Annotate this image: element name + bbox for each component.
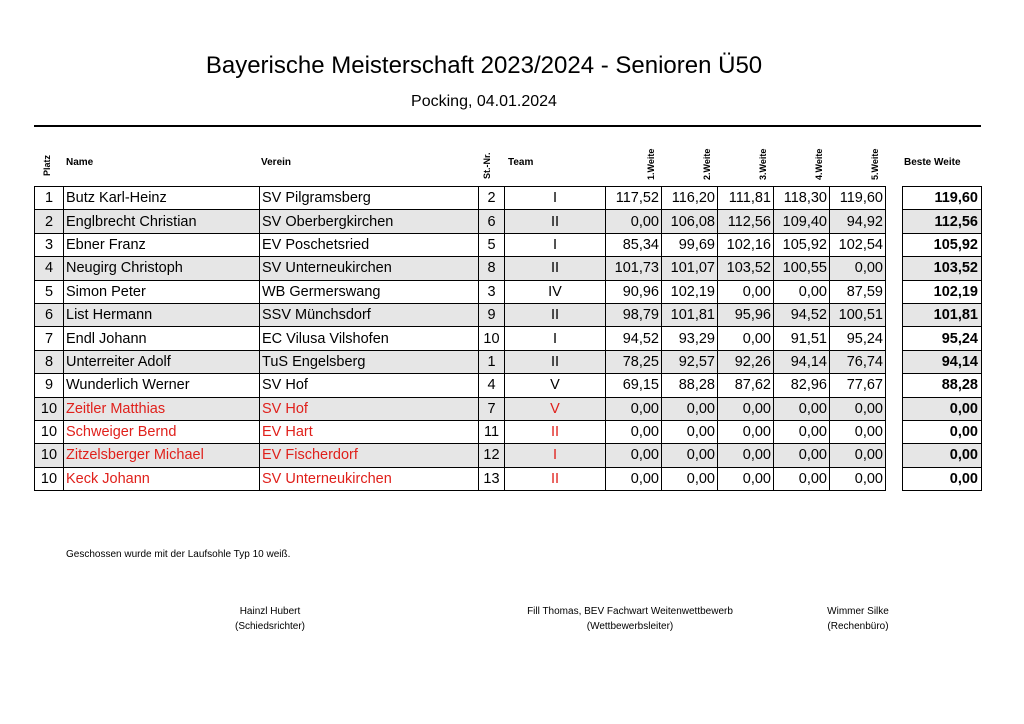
cell-beste-weite: 0,00	[903, 444, 982, 467]
cell-startnummer: 8	[479, 257, 505, 280]
cell-platz: 9	[35, 374, 64, 397]
header-rule	[34, 125, 981, 127]
table-row	[35, 303, 886, 326]
cell-startnummer: 5	[479, 233, 505, 256]
cell-weite-1: 0,00	[606, 397, 662, 420]
cell-weite-2: 0,00	[662, 467, 718, 490]
cell-beste-weite: 101,81	[903, 303, 982, 326]
cell-weite-5: 100,51	[830, 303, 886, 326]
cell-weite-1: 0,00	[606, 210, 662, 233]
cell-weite-1: 117,52	[606, 187, 662, 210]
cell-weite-2: 99,69	[662, 233, 718, 256]
cell-platz: 10	[35, 397, 64, 420]
cell-startnummer: 11	[479, 420, 505, 443]
signature-schiedsrichter	[190, 604, 350, 634]
cell-weite-5: 0,00	[830, 420, 886, 443]
cell-weite-1: 101,73	[606, 257, 662, 280]
header-beste-weite: Beste Weite	[904, 157, 961, 168]
cell-weite-2: 106,08	[662, 210, 718, 233]
cell-verein: EV Hart	[260, 420, 479, 443]
cell-platz: 5	[35, 280, 64, 303]
table-row	[35, 187, 886, 210]
signature-wettbewerbsleiter	[490, 604, 770, 634]
cell-name: Schweiger Bernd	[64, 420, 260, 443]
header-weite-1: 1.Weite	[646, 148, 656, 180]
cell-startnummer: 2	[479, 187, 505, 210]
cell-weite-4: 0,00	[774, 397, 830, 420]
cell-beste-weite: 0,00	[903, 467, 982, 490]
cell-weite-2: 92,57	[662, 350, 718, 373]
cell-beste-weite: 112,56	[903, 210, 982, 233]
cell-name: Unterreiter Adolf	[64, 350, 260, 373]
cell-weite-3: 0,00	[718, 444, 774, 467]
cell-startnummer: 1	[479, 350, 505, 373]
best-row	[903, 280, 982, 303]
cell-verein: SV Unterneukirchen	[260, 467, 479, 490]
table-row	[35, 280, 886, 303]
table-row	[35, 420, 886, 443]
cell-team: V	[505, 397, 606, 420]
signature-name: Hainzl Hubert	[239, 606, 301, 617]
best-row	[903, 350, 982, 373]
signature-name: Fill Thomas, BEV Fachwart Weitenwettbewerb	[527, 606, 733, 617]
signature-role: (Rechenbüro)	[827, 621, 889, 632]
cell-beste-weite: 88,28	[903, 374, 982, 397]
cell-platz: 3	[35, 233, 64, 256]
cell-name: Wunderlich Werner	[64, 374, 260, 397]
cell-verein: SV Unterneukirchen	[260, 257, 479, 280]
header-weite-5: 5.Weite	[870, 148, 880, 180]
table-row	[35, 374, 886, 397]
cell-startnummer: 7	[479, 397, 505, 420]
cell-weite-2: 0,00	[662, 420, 718, 443]
cell-startnummer: 3	[479, 280, 505, 303]
cell-startnummer: 13	[479, 467, 505, 490]
cell-verein: SSV Münchsdorf	[260, 303, 479, 326]
cell-weite-3: 102,16	[718, 233, 774, 256]
cell-weite-4: 91,51	[774, 327, 830, 350]
cell-name: Englbrecht Christian	[64, 210, 260, 233]
cell-platz: 6	[35, 303, 64, 326]
header-name: Name	[66, 157, 94, 168]
signature-role: (Wettbewerbsleiter)	[586, 621, 674, 632]
cell-team: II	[505, 467, 606, 490]
cell-weite-3: 112,56	[718, 210, 774, 233]
cell-verein: SV Pilgramsberg	[260, 187, 479, 210]
cell-weite-5: 94,92	[830, 210, 886, 233]
best-table	[902, 186, 982, 491]
cell-platz: 8	[35, 350, 64, 373]
cell-weite-3: 0,00	[718, 280, 774, 303]
cell-weite-1: 85,34	[606, 233, 662, 256]
page-subtitle: Pocking, 04.01.2024	[411, 93, 557, 110]
page-title: Bayerische Meisterschaft 2023/2024 - Senioren Ü50	[205, 52, 763, 79]
table-row	[35, 397, 886, 420]
cell-team: V	[505, 374, 606, 397]
cell-name: Simon Peter	[64, 280, 260, 303]
cell-weite-1: 94,52	[606, 327, 662, 350]
cell-weite-1: 90,96	[606, 280, 662, 303]
cell-weite-4: 0,00	[774, 444, 830, 467]
cell-verein: SV Oberbergkirchen	[260, 210, 479, 233]
cell-weite-4: 0,00	[774, 280, 830, 303]
cell-platz: 1	[35, 187, 64, 210]
table-row	[35, 327, 886, 350]
header-team: Team	[508, 157, 534, 168]
cell-name: Butz Karl-Heinz	[64, 187, 260, 210]
results-table	[34, 186, 886, 491]
cell-startnummer: 6	[479, 210, 505, 233]
cell-weite-5: 119,60	[830, 187, 886, 210]
best-row	[903, 444, 982, 467]
footnote: Geschossen wurde mit der Laufsohle Typ 10 weiß.	[66, 549, 291, 560]
cell-weite-1: 69,15	[606, 374, 662, 397]
cell-verein: EV Fischerdorf	[260, 444, 479, 467]
best-row	[903, 210, 982, 233]
cell-beste-weite: 95,24	[903, 327, 982, 350]
cell-beste-weite: 105,92	[903, 233, 982, 256]
cell-weite-3: 92,26	[718, 350, 774, 373]
table-row	[35, 467, 886, 490]
cell-platz: 10	[35, 467, 64, 490]
cell-weite-5: 0,00	[830, 467, 886, 490]
cell-platz: 4	[35, 257, 64, 280]
cell-weite-5: 0,00	[830, 444, 886, 467]
cell-weite-3: 103,52	[718, 257, 774, 280]
cell-team: II	[505, 303, 606, 326]
header-weite-4: 4.Weite	[814, 148, 824, 180]
cell-verein: SV Hof	[260, 397, 479, 420]
best-row	[903, 467, 982, 490]
cell-verein: EV Poschetsried	[260, 233, 479, 256]
cell-name: Zitzelsberger Michael	[64, 444, 260, 467]
cell-weite-2: 102,19	[662, 280, 718, 303]
cell-weite-5: 0,00	[830, 257, 886, 280]
cell-weite-3: 95,96	[718, 303, 774, 326]
cell-weite-3: 111,81	[718, 187, 774, 210]
cell-weite-4: 0,00	[774, 467, 830, 490]
cell-name: Ebner Franz	[64, 233, 260, 256]
cell-team: IV	[505, 280, 606, 303]
signature-role: (Schiedsrichter)	[234, 621, 306, 632]
cell-team: II	[505, 350, 606, 373]
cell-weite-5: 87,59	[830, 280, 886, 303]
header-stnr: St.-Nr.	[482, 152, 492, 179]
signature-name: Wimmer Silke	[827, 606, 889, 617]
cell-weite-3: 0,00	[718, 467, 774, 490]
cell-weite-3: 0,00	[718, 397, 774, 420]
cell-beste-weite: 0,00	[903, 397, 982, 420]
header-platz: Platz	[42, 154, 52, 176]
cell-team: II	[505, 420, 606, 443]
cell-platz: 2	[35, 210, 64, 233]
cell-name: List Hermann	[64, 303, 260, 326]
table-row	[35, 233, 886, 256]
cell-weite-1: 0,00	[606, 420, 662, 443]
cell-verein: WB Germerswang	[260, 280, 479, 303]
cell-team: I	[505, 187, 606, 210]
cell-weite-4: 94,52	[774, 303, 830, 326]
best-row	[903, 303, 982, 326]
cell-weite-5: 77,67	[830, 374, 886, 397]
best-row	[903, 187, 982, 210]
cell-weite-2: 0,00	[662, 444, 718, 467]
cell-weite-5: 0,00	[830, 397, 886, 420]
cell-beste-weite: 119,60	[903, 187, 982, 210]
cell-name: Neugirg Christoph	[64, 257, 260, 280]
best-row	[903, 257, 982, 280]
table-row	[35, 444, 886, 467]
cell-startnummer: 10	[479, 327, 505, 350]
cell-beste-weite: 103,52	[903, 257, 982, 280]
best-row	[903, 420, 982, 443]
cell-weite-2: 116,20	[662, 187, 718, 210]
header-verein: Verein	[261, 157, 292, 168]
table-row	[35, 257, 886, 280]
cell-weite-2: 101,07	[662, 257, 718, 280]
cell-weite-1: 0,00	[606, 467, 662, 490]
cell-name: Zeitler Matthias	[64, 397, 260, 420]
cell-name: Keck Johann	[64, 467, 260, 490]
cell-weite-4: 94,14	[774, 350, 830, 373]
cell-weite-2: 88,28	[662, 374, 718, 397]
table-row	[35, 210, 886, 233]
cell-weite-4: 118,30	[774, 187, 830, 210]
cell-beste-weite: 94,14	[903, 350, 982, 373]
cell-weite-1: 0,00	[606, 444, 662, 467]
cell-weite-3: 0,00	[718, 327, 774, 350]
best-row	[903, 374, 982, 397]
cell-weite-5: 76,74	[830, 350, 886, 373]
cell-weite-3: 0,00	[718, 420, 774, 443]
best-row	[903, 397, 982, 420]
cell-weite-5: 102,54	[830, 233, 886, 256]
cell-weite-5: 95,24	[830, 327, 886, 350]
cell-weite-2: 93,29	[662, 327, 718, 350]
cell-verein: EC Vilusa Vilshofen	[260, 327, 479, 350]
cell-startnummer: 9	[479, 303, 505, 326]
cell-startnummer: 12	[479, 444, 505, 467]
cell-weite-1: 78,25	[606, 350, 662, 373]
cell-weite-4: 100,55	[774, 257, 830, 280]
cell-name: Endl Johann	[64, 327, 260, 350]
cell-platz: 10	[35, 420, 64, 443]
cell-platz: 10	[35, 444, 64, 467]
cell-weite-4: 0,00	[774, 420, 830, 443]
cell-startnummer: 4	[479, 374, 505, 397]
cell-weite-3: 87,62	[718, 374, 774, 397]
best-row	[903, 233, 982, 256]
signature-rechenbuero	[788, 604, 928, 634]
cell-beste-weite: 0,00	[903, 420, 982, 443]
cell-team: II	[505, 210, 606, 233]
cell-weite-2: 0,00	[662, 397, 718, 420]
cell-weite-2: 101,81	[662, 303, 718, 326]
cell-weite-4: 105,92	[774, 233, 830, 256]
cell-team: I	[505, 327, 606, 350]
header-weite-2: 2.Weite	[702, 148, 712, 180]
best-row	[903, 327, 982, 350]
cell-weite-4: 109,40	[774, 210, 830, 233]
cell-platz: 7	[35, 327, 64, 350]
cell-weite-4: 82,96	[774, 374, 830, 397]
cell-team: I	[505, 233, 606, 256]
cell-team: II	[505, 257, 606, 280]
cell-weite-1: 98,79	[606, 303, 662, 326]
cell-verein: SV Hof	[260, 374, 479, 397]
table-row	[35, 350, 886, 373]
header-weite-3: 3.Weite	[758, 148, 768, 180]
cell-beste-weite: 102,19	[903, 280, 982, 303]
cell-verein: TuS Engelsberg	[260, 350, 479, 373]
cell-team: I	[505, 444, 606, 467]
